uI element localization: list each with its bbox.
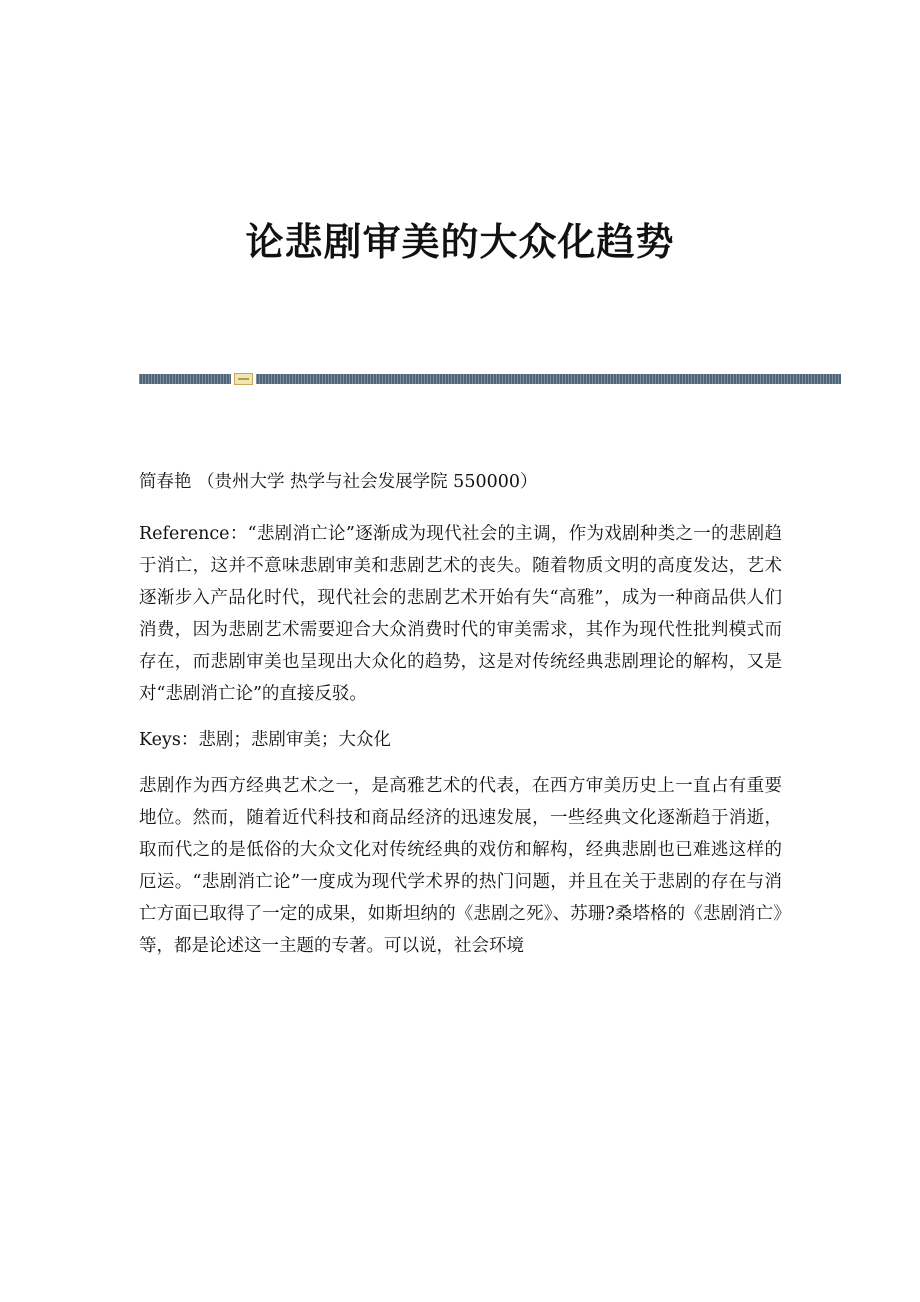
divider-ornament-icon	[234, 373, 253, 385]
keywords-line: Keys：悲剧；悲剧审美；大众化	[139, 730, 391, 750]
author-line: 简春艳 （贵州大学 热学与社会发展学院 550000）	[139, 472, 538, 492]
title-divider-right	[256, 374, 841, 384]
abstract-paragraph: Reference：“悲剧消亡论”逐渐成为现代社会的主调，作为戏剧种类之一的悲剧趋于消亡，这并不意味悲剧审美和悲剧艺术的丧失。随着物质文明的高度发达，艺术逐渐步入产品化时代，现代社会的悲剧艺术开始有失“高雅”，成为一种商品供人们消费，因为悲剧艺术需要迎合大众消费时代的审美需求，其作为现代性批判模式而存在，而悲剧审美也呈现出大众化的趋势，这是对传统经典悲剧理论的解构，又是对“悲剧消亡论”的直接反驳。	[139, 524, 782, 704]
body-paragraph: 悲剧作为西方经典艺术之一，是高雅艺术的代表，在西方审美历史上一直占有重要地位。然而，随着近代科技和商品经济的迅速发展，一些经典文化逐渐趋于消逝，取而代之的是低俗的大众文化对传统经典的戏仿和解构，经典悲剧也已难逃这样的厄运。“悲剧消亡论”一度成为现代学术界的热门问题，并且在关于悲剧的存在与消亡方面已取得了一定的成果，如斯坦纳的《悲剧之死》、苏珊?桑塔格的《悲剧消亡》等，都是论述这一主题的专著。可以说，社会环境	[139, 776, 782, 956]
article-body	[139, 466, 782, 976]
title-divider-left	[139, 374, 231, 384]
document-title: 论悲剧审美的大众化趋势	[245, 220, 675, 264]
